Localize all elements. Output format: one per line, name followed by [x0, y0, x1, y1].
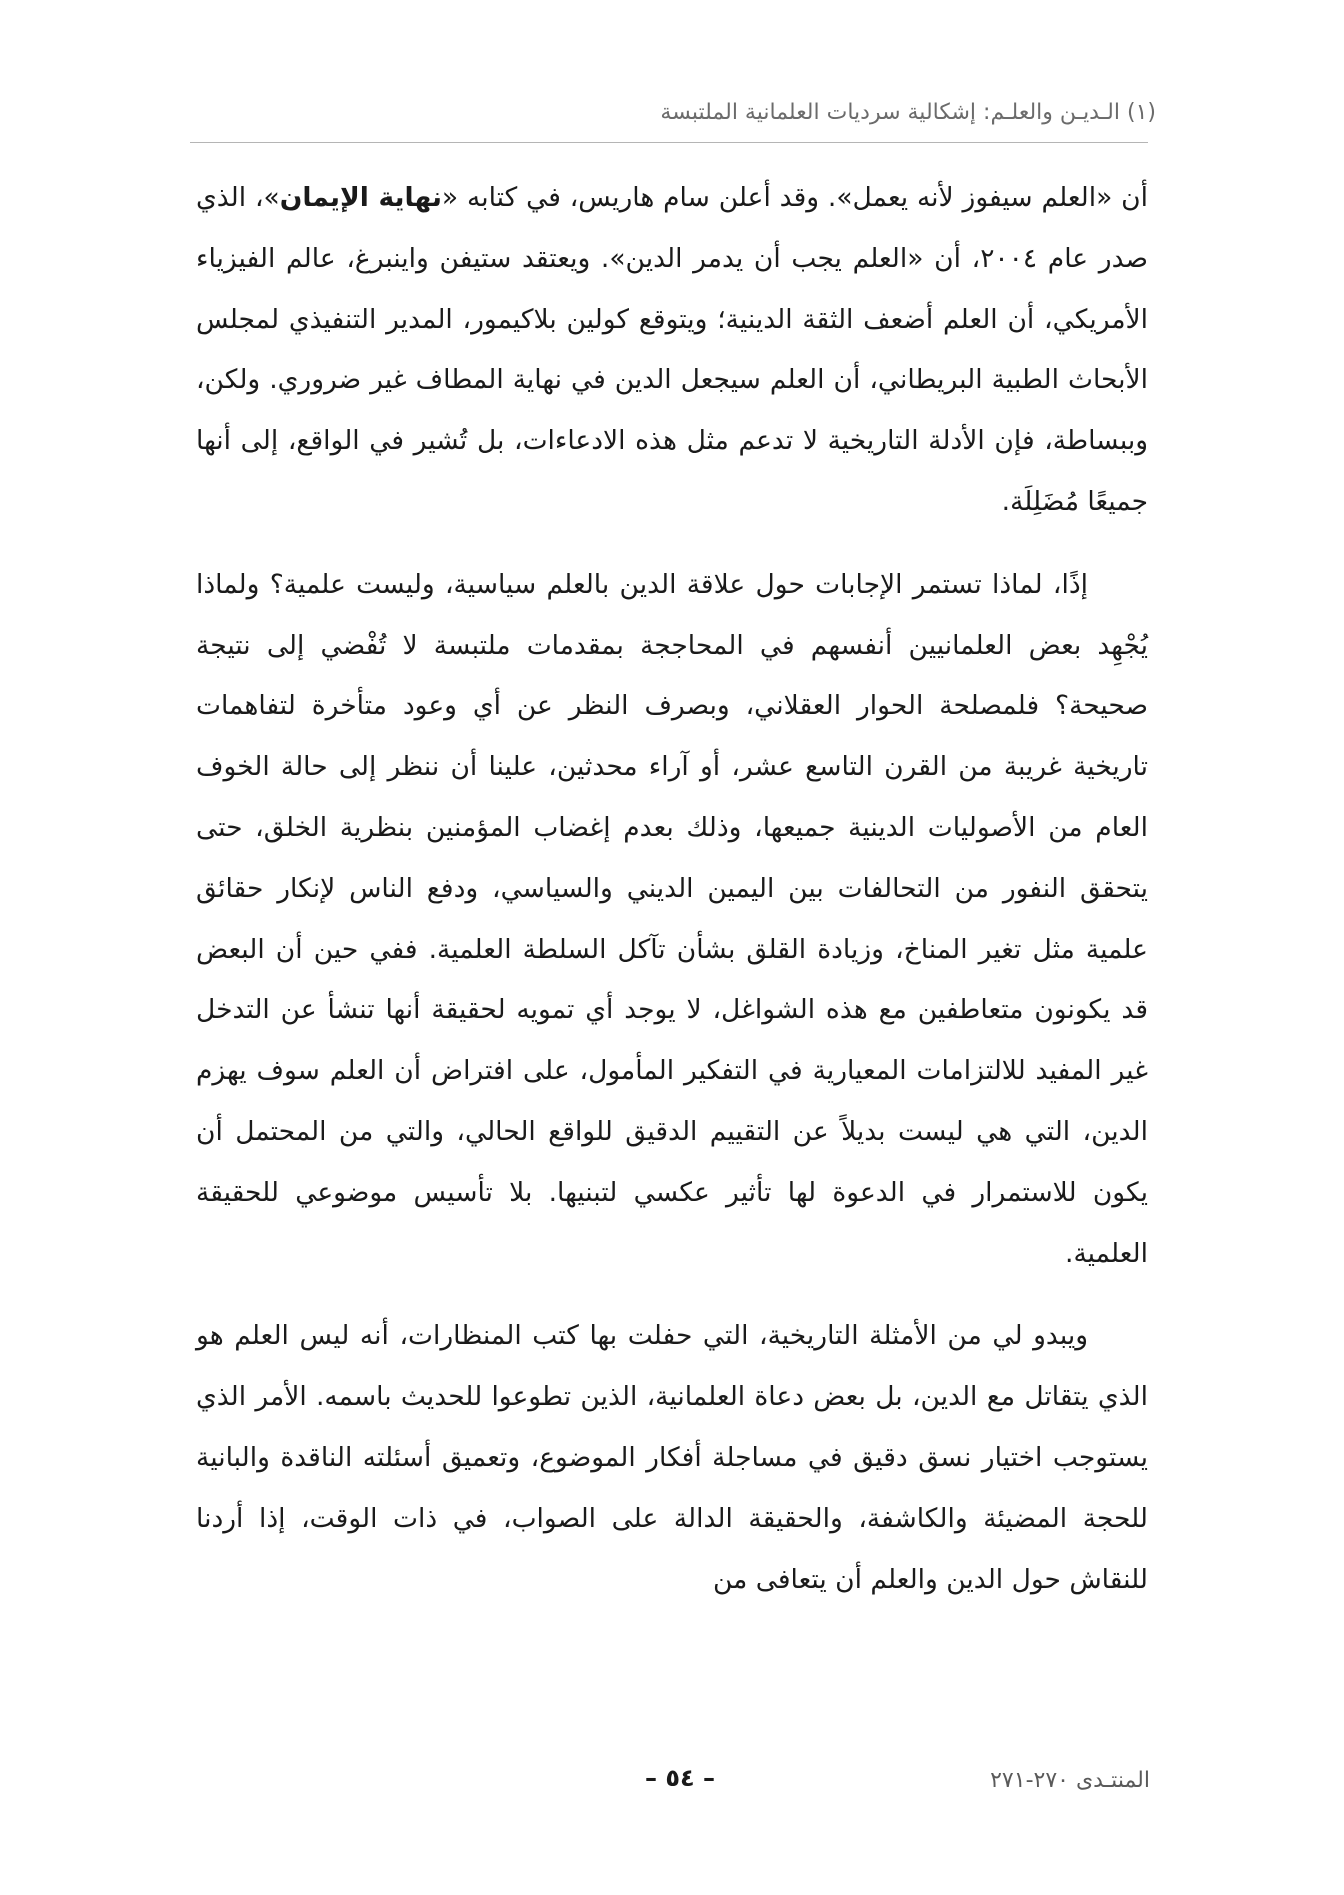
- paragraph-1-lead: أن «العلم سيفوز لأنه يعمل». وقد أعلن سام هاريس، في كتابه «: [441, 182, 1148, 213]
- page-number: – ٥٤ –: [644, 1764, 715, 1792]
- header-divider: [190, 142, 1148, 143]
- article-body: [196, 168, 1148, 1610]
- paragraph-1-rest: »، الذي صدر عام ٢٠٠٤، أن «العلم يجب أن يدمر الدين». ويعتقد ستيفن واينبرغ، عالم الفيزياء الأمريكي، أن العلم أضعف الثقة الدينية؛ ويتوقع كولين بلاكيمور، المدير التنفيذي لمجلس الأبحاث الطبية البريطاني، أن العلم سيجعل الدين في نهاية المطاف غير ضروري. ولكن، وببساطة، فإن الأدلة التاريخية لا تدعم مثل هذه الادعاءات، بل تُشير في الواقع، إلى أنها جميعًا مُضَلِلَة.: [196, 182, 1148, 517]
- paragraph-2: إذًا، لماذا تستمر الإجابات حول علاقة الدين بالعلم سياسية، وليست علمية؟ ولماذا يُجْهِد بعض العلمانيين أنفسهم في المحاججة بمقدمات ملتبسة لا تُفْضي إلى نتيجة صحيحة؟ فلمصلحة الحوار العقلاني، وبصرف النظر عن أي وعود متأخرة لتفاهمات تاريخية غريبة من القرن التاسع عشر، أو آراء محدثين، علينا أن ننظر إلى حالة الخوف العام من الأصوليات الدينية جميعها، وذلك بعدم إغضاب المؤمنين بنظرية الخلق، حتى يتحقق النفور من التحالفات بين اليمين الديني والسياسي، ودفع الناس لإنكار حقائق علمية مثل تغير المناخ، وزيادة القلق بشأن تآكل السلطة العلمية. ففي حين أن البعض قد يكونون متعاطفين مع هذه الشواغل، لا يوجد أي تمويه لحقيقة أنها تنشأ عن التدخل غير المفيد للالتزامات المعيارية في التفكير المأمول، على افتراض أن العلم سوف يهزم الدين، التي هي ليست بديلاً عن التقييم الدقيق للواقع الحالي، والتي من المحتمل أن يكون للاستمرار في الدعوة لها تأثير عكسي لتبنيها. بلا تأسيس موضوعي للحقيقة العلمية.: [196, 568, 1148, 1269]
- paragraph-3: ويبدو لي من الأمثلة التاريخية، التي حفلت بها كتب المنظارات، أنه ليس العلم هو الذي يتقاتل مع الدين، بل بعض دعاة العلمانية، الذين تطوعوا للحديث باسمه. الأمر الذي يستوجب اختيار نسق دقيق في مساجلة أفكار الموضوع، وتعميق أسئلته الناقدة والبانية للحجة المضيئة والكاشفة، والحقيقة الدالة على الصواب، في ذات الوقت، إذا أردنا للنقاش حول الدين والعلم أن يتعافى من: [196, 1320, 1148, 1595]
- paragraph-1: [196, 168, 1148, 533]
- book-title: نهاية الإيمان: [279, 182, 442, 213]
- running-header-title: (١) الـديـن والعلـم: إشكالية سرديات العلمانية الملتبسة: [660, 100, 1156, 125]
- footer-journal-issue: المنتـدى ٢٧٠-٢٧١: [990, 1768, 1150, 1793]
